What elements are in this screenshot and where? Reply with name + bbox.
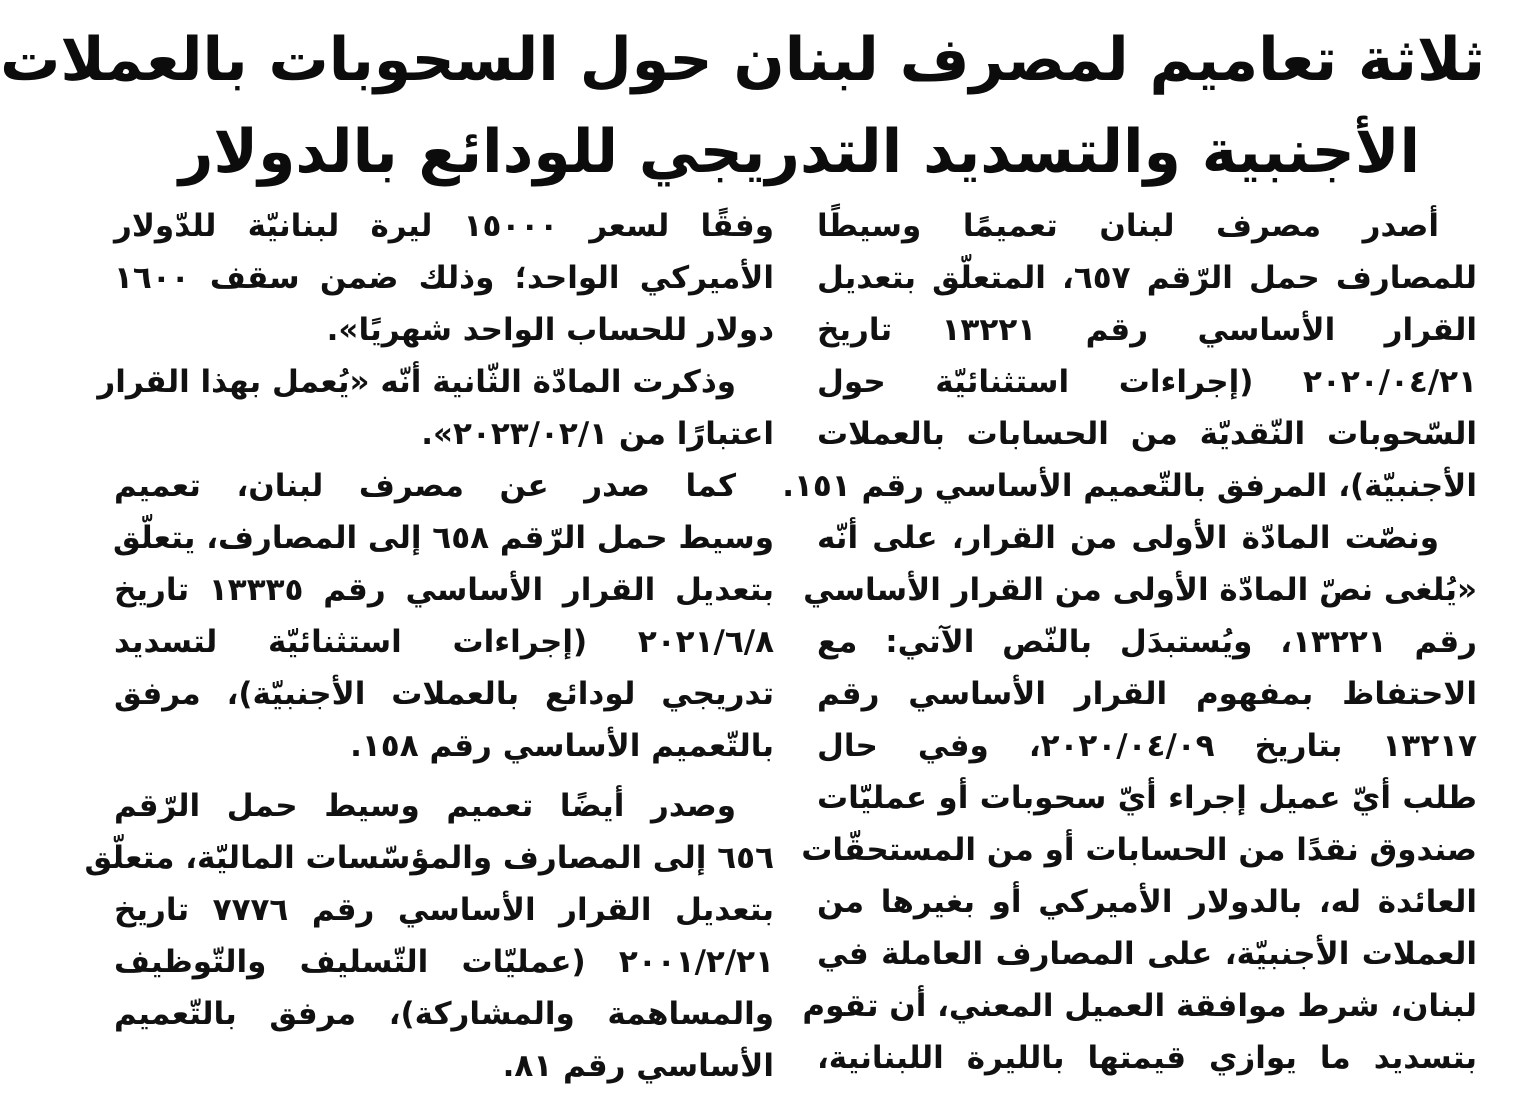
body-line: السّحوبات النّقديّة من الحسابات بالعملات [817,416,1477,452]
body-line: العملات الأجنبيّة، على المصارف العاملة في [817,936,1477,972]
body-line: تدريجي لودائع بالعملات الأجنبيّة)، مرفق [114,676,774,712]
body-line: الأميركي الواحد؛ وذلك ضمن سقف ١٦٠٠ [114,260,774,296]
body-line: ٢٠٠١/٢/٢١ (عمليّات التّسليف والتّوظيف [114,944,774,980]
body-line: لبنان، شرط موافقة العميل المعني، أن تقوم [802,988,1477,1024]
headline-line-1: ثلاثة تعاميم لمصرف لبنان حول السحوبات بالعملات [0,25,1485,95]
body-line: الأساسي رقم ٨١. [502,1048,774,1084]
body-line: ٦٥٦ إلى المصارف والمؤسّسات الماليّة، متعلّق [84,840,774,876]
body-line: ٢٠٢٠/٠٤/٢١ (إجراءات استثنائيّة حول [817,364,1477,400]
body-line: القرار الأساسي رقم ١٣٢٢١ تاريخ [817,312,1477,348]
body-line: وصدر أيضًا تعميم وسيط حمل الرّقم [114,788,736,824]
article-headline [0,14,1485,198]
body-line: طلب أيّ عميل إجراء أيّ سحوبات أو عمليّات [817,780,1477,816]
body-line: كما صدر عن مصرف لبنان، تعميم [114,468,736,504]
body-line: صندوق نقدًا من الحسابات أو من المستحقّات [801,832,1477,868]
paragraph-gap [114,772,774,780]
body-line: أصدر مصرف لبنان تعميمًا وسيطًا [817,208,1439,244]
body-line: «يُلغى نصّ المادّة الأولى من القرار الأساسي [803,572,1477,608]
column-right [782,200,1477,1092]
body-line: دولار للحساب الواحد شهريًا». [326,312,774,348]
body-line: ٢٠٢١/٦/٨ (إجراءات استثنائيّة لتسديد [114,624,774,660]
body-line: اعتبارًا من ٢٠٢٣/٠٢/١». [421,416,774,452]
body-line: بتعديل القرار الأساسي رقم ١٣٣٣٥ تاريخ [114,572,774,608]
body-line: والمساهمة والمشاركة)، مرفق بالتّعميم [114,996,774,1032]
body-line: رقم ١٣٢٢١، ويُستبدَل بالنّص الآتي: مع [817,624,1477,660]
body-line: وسيط حمل الرّقم ٦٥٨ إلى المصارف، يتعلّق [113,520,774,556]
body-line: وذكرت المادّة الثّانية أنّه «يُعمل بهذا القرار [97,364,736,400]
article-columns [84,200,1477,1092]
headline-line-2: الأجنبية والتسديد التدريجي للودائع بالدولار [178,117,1421,187]
body-line: الاحتفاظ بمفهوم القرار الأساسي رقم [817,676,1477,712]
body-line: ١٣٢١٧ بتاريخ ٢٠٢٠/٠٤/٠٩، وفي حال [817,728,1477,764]
body-line: الأجنبيّة)، المرفق بالتّعميم الأساسي رقم ١٥١. [782,468,1477,504]
body-line: وفقًا لسعر ١٥٠٠٠ ليرة لبنانيّة للدّولار [114,208,774,244]
body-line: ونصّت المادّة الأولى من القرار، على أنّه [817,520,1439,556]
body-line: بالتّعميم الأساسي رقم ١٥٨. [350,728,774,764]
column-left [84,200,774,1092]
body-line: العائدة له، بالدولار الأميركي أو بغيرها من [817,884,1477,920]
body-line: للمصارف حمل الرّقم ٦٥٧، المتعلّق بتعديل [817,260,1477,296]
body-line: بتسديد ما يوازي قيمتها بالليرة اللبنانية، [817,1040,1477,1076]
body-line: بتعديل القرار الأساسي رقم ٧٧٧٦ تاريخ [114,892,774,928]
